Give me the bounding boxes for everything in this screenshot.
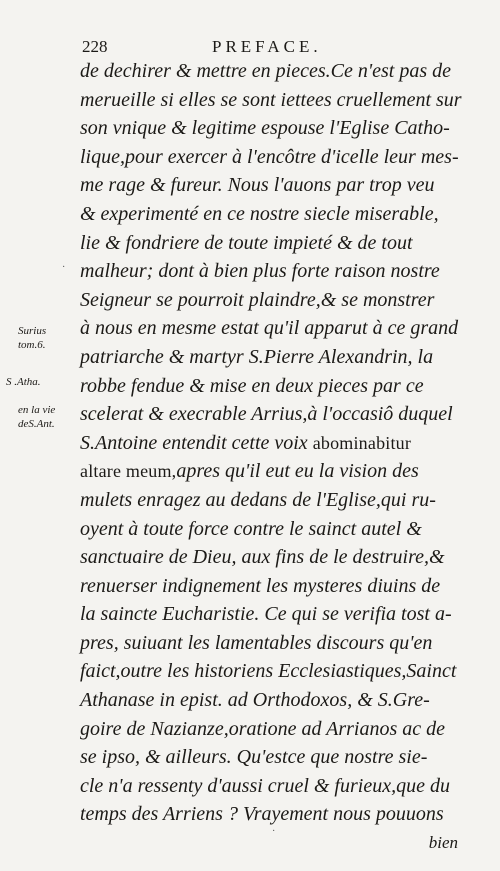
- text-line: la saincte Eucharistie. Ce qui se verifia tost a-: [80, 603, 452, 626]
- text-line: merueille si elles se sont iettees cruellement sur: [80, 88, 462, 111]
- text-line: scelerat & execrable Arrius,à l'occasiô duquel: [80, 403, 453, 426]
- text-line: lique,pour exercer à l'encôtre d'icelle leur mes-: [80, 145, 459, 168]
- latin-upright-word: abominabitur: [312, 432, 412, 453]
- text-line: à nous en mesme estat qu'il apparut à ce grand: [80, 317, 459, 340]
- paper-speck: ·: [62, 262, 66, 273]
- text-line: de dechirer & mettre en pieces.Ce n'est pas de: [80, 60, 452, 82]
- latin-upright-phrase: altare meum,: [80, 461, 177, 482]
- margin-note-en-la-vie: en la vie: [18, 404, 56, 416]
- paper-speck: ·: [272, 826, 276, 837]
- margin-note-saint-antoine: deS.Ant.: [18, 418, 55, 430]
- text-line: se ipso, & ailleurs. Qu'estce que nostre sie-: [80, 746, 428, 769]
- text-line: sanctuaire de Dieu, aux fins de le destruire,&: [80, 546, 445, 569]
- text-line: temps des Arriens ? Vrayement nous pouuons: [80, 803, 444, 826]
- text-line: faict,outre les historiens Ecclesiastiques,Sainct: [80, 660, 457, 683]
- text-line: son vnique & legitime espouse l'Eglise Catho-: [80, 117, 450, 140]
- text-line: Athanase in epist. ad Orthodoxos, & S.Gre-: [80, 689, 430, 712]
- page-number: 228: [82, 37, 108, 56]
- margin-note-athanase: S .Atha.: [6, 376, 41, 388]
- text-line: cle n'a ressenty d'aussi cruel & furieux,que du: [80, 774, 450, 797]
- running-title: PREFACE.: [212, 37, 322, 56]
- text-line-mixed: [80, 457, 460, 486]
- margin-note-tome: tom.6.: [18, 339, 46, 351]
- text-line: patriarche & martyr S.Pierre Alexandrin, la: [80, 345, 434, 368]
- text-fragment: apres qu'il eut eu la vision des: [176, 460, 419, 483]
- text-line: renuerser indignement les mysteres diuins de: [80, 574, 441, 597]
- text-line: oyent à toute force contre le sainct autel &: [80, 517, 422, 540]
- text-line: me rage & fureur. Nous l'auons par trop veu: [80, 174, 435, 197]
- text-fragment: S.Antoine entendit cette voix: [80, 431, 308, 454]
- text-line: robbe fendue & mise en deux pieces par ce: [80, 374, 424, 397]
- text-line: malheur; dont à bien plus forte raison nostre: [80, 260, 440, 283]
- text-line: & experimenté en ce nostre siecle miserable,: [80, 202, 439, 225]
- text-line: goire de Nazianze,oratione ad Arrianos ac de: [80, 717, 445, 740]
- margin-note-surius: Surius: [18, 325, 47, 337]
- text-line: mulets enragez au dedans de l'Eglise,qui ru-: [80, 488, 436, 511]
- body-text: [80, 57, 460, 858]
- text-line: lie & fondriere de toute impieté & de tout: [80, 231, 413, 254]
- text-line-mixed: [80, 429, 460, 458]
- catchword: bien: [428, 833, 458, 853]
- text-line: Seigneur se pourroit plaindre,& se monstrer: [80, 288, 435, 311]
- text-line: pres, suiuant les lamentables discours qu'en: [80, 631, 433, 654]
- page-header: [82, 37, 382, 57]
